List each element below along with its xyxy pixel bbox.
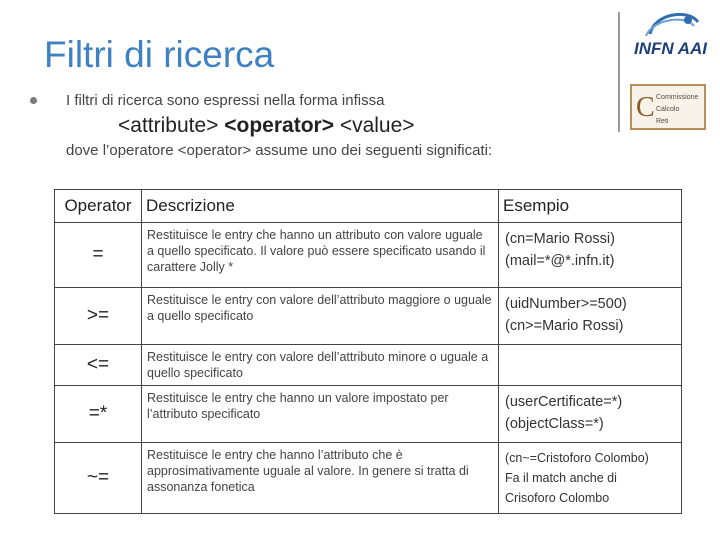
operator-cell: ~=	[55, 443, 142, 514]
syntax-value: <value>	[339, 114, 415, 137]
operator-cell: =	[55, 223, 142, 288]
example-cell	[499, 345, 682, 386]
header-operator: Operator	[55, 190, 142, 223]
example-line: (cn>=Mario Rossi)	[505, 318, 624, 334]
operator-cell: =*	[55, 386, 142, 443]
infn-aai-logo	[628, 6, 708, 76]
description-cell: Restituisce le entry con valore dell’attributo minore o uguale a quello specificato	[142, 345, 499, 386]
example-line: Crisoforo Colombo	[505, 491, 610, 505]
syntax-operator: <operator>	[224, 114, 334, 137]
table-header-row	[55, 190, 682, 223]
intro-text: I filtri di ricerca sono espressi nella forma infissa	[66, 92, 385, 109]
example-line: (uidNumber>=500)	[505, 296, 627, 312]
example-line: (cn~=Cristoforo Colombo)	[505, 451, 649, 465]
example-line: (objectClass=*)	[505, 416, 604, 432]
slide-title: Filtri di ricerca	[44, 34, 275, 75]
example-cell	[499, 223, 682, 288]
description-cell: Restituisce le entry con valore dell’attributo maggiore o uguale a quello specificato	[142, 288, 499, 345]
example-cell	[499, 288, 682, 345]
table-row	[55, 386, 682, 443]
description-cell: Restituisce le entry che hanno l’attributo che è approsimativamente uguale al valore. In genere si tratta di assonanza fonetica	[142, 443, 499, 514]
operators-table	[54, 189, 682, 514]
header-esempio: Esempio	[499, 190, 682, 223]
example-cell	[499, 443, 682, 514]
svg-text:C: C	[636, 92, 655, 123]
bullet-icon	[30, 97, 37, 104]
svg-text:Calcolo: Calcolo	[656, 106, 680, 113]
operator-description-line: dove l’operatore <operator> assume uno dei seguenti significati:	[66, 142, 493, 159]
svg-text:Commissione: Commissione	[656, 94, 699, 101]
table-row	[55, 288, 682, 345]
operator-cell: <=	[55, 345, 142, 386]
table-row	[55, 223, 682, 288]
table-row	[55, 443, 682, 514]
header-descrizione: Descrizione	[142, 190, 499, 223]
description-cell: Restituisce le entry che hanno un attributo con valore uguale a quello specificato. Il valore può essere specificato usando il carattere Jolly *	[142, 223, 499, 288]
example-line: (userCertificate=*)	[505, 394, 623, 410]
svg-text:Reti: Reti	[656, 118, 669, 125]
description-cell: Restituisce le entry che hanno un valore impostato per l’attributo specificato	[142, 386, 499, 443]
filter-syntax	[118, 114, 415, 138]
example-cell	[499, 386, 682, 443]
header-divider	[618, 12, 620, 132]
syntax-attribute: <attribute>	[118, 114, 219, 137]
operator-cell: >=	[55, 288, 142, 345]
logo-text: INFN AAI	[634, 39, 708, 58]
commissione-calcolo-reti-logo	[630, 84, 706, 130]
example-line: (mail=*@*.infn.it)	[505, 253, 615, 269]
example-line: (cn=Mario Rossi)	[505, 231, 615, 247]
example-line: Fa il match anche di	[505, 471, 617, 485]
table-row	[55, 345, 682, 386]
